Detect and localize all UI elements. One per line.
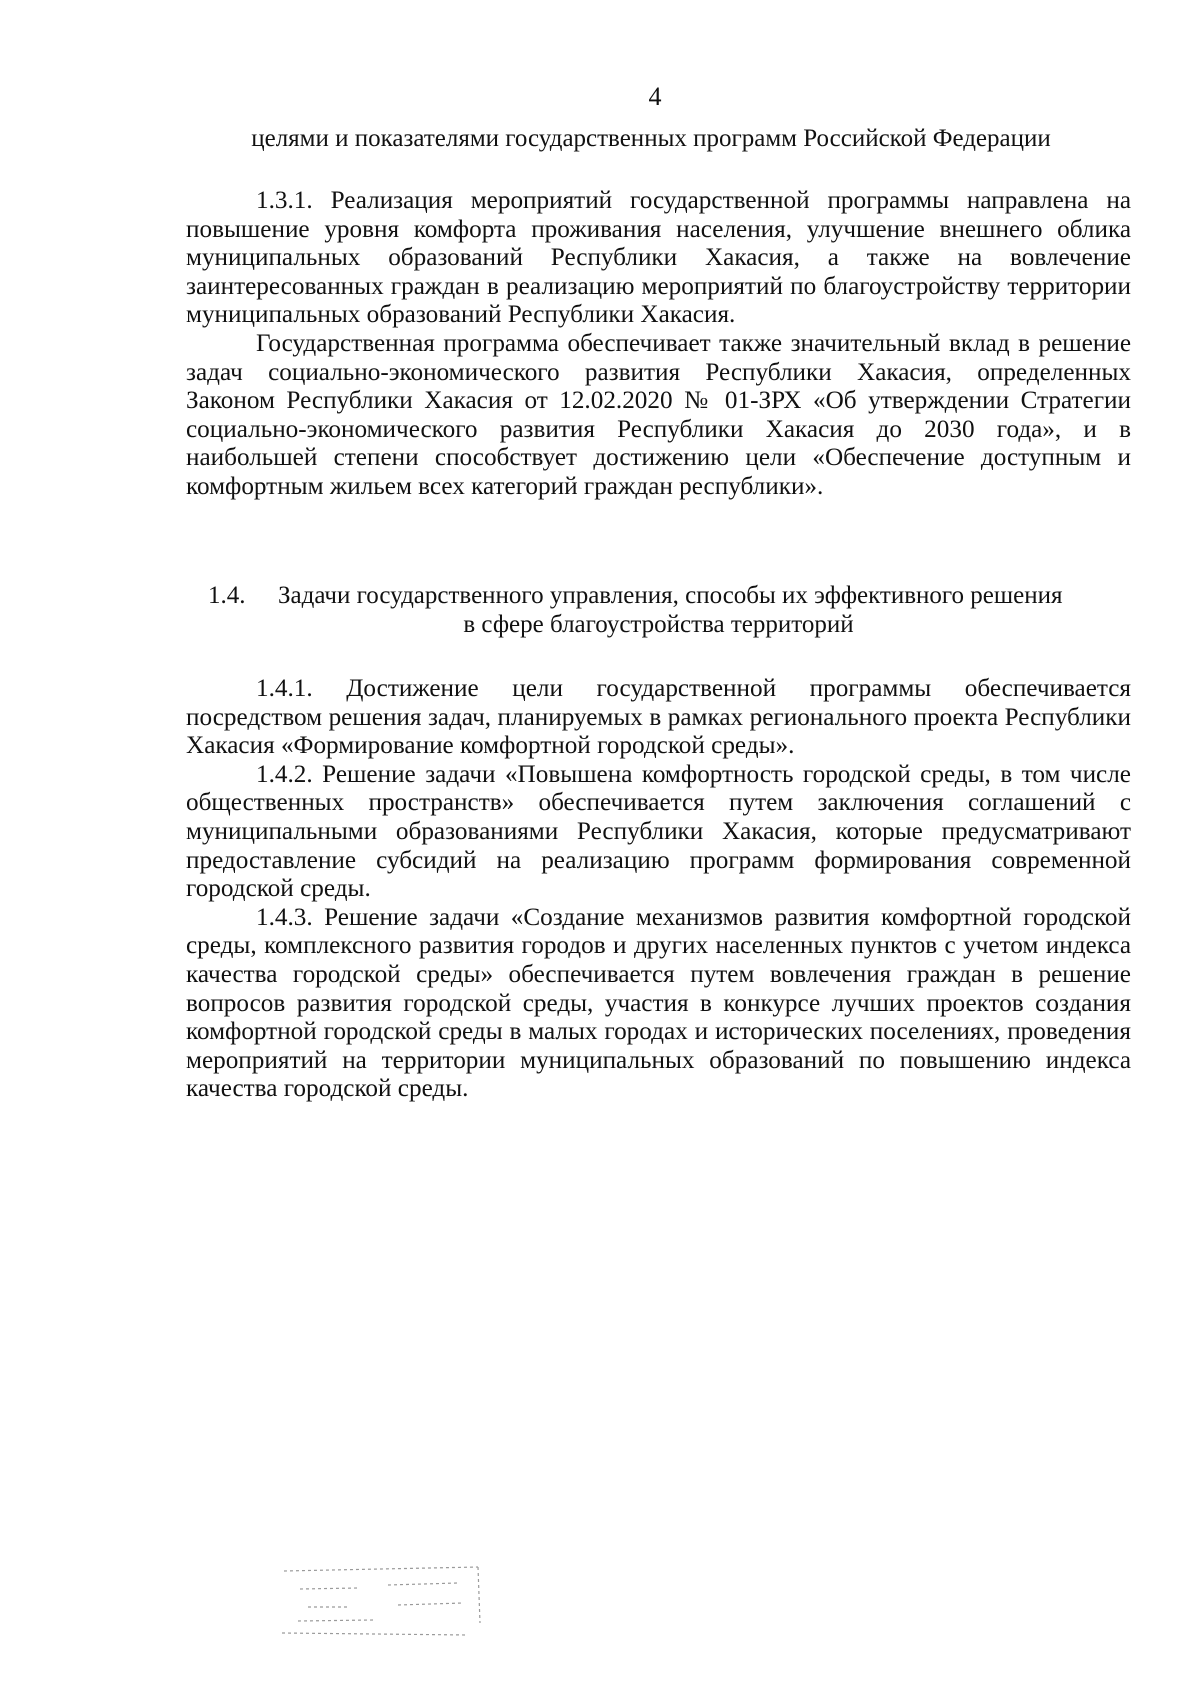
section-title-line-2: в сфере благоустройства территорий <box>463 610 854 638</box>
faded-stamp-mark <box>278 1563 488 1641</box>
section-1-4-body <box>186 675 1131 1104</box>
section-1-3-body <box>186 187 1131 502</box>
section-title-line-1: Задачи государственного управления, способы их эффективного решения <box>278 582 1063 609</box>
paragraph-1-3-1: 1.3.1. Реализация мероприятий государственной программы направлена на повышение уровня комфорта проживания населения, улучшение внешнего облика муниципальных образований Республики Хакасия, а также на вовлечение заинтересованных граждан в реализацию мероприятий по благоустройству территории муниципальных образований Республики Хакасия. <box>186 187 1131 329</box>
paragraph-1-4-2: 1.4.2. Решение задачи «Повышена комфортность городской среды, в том числе общественных пространств» обеспечивается путем заключения соглашений с муниципальными образованиями Республики Хакасия, которые предусматривают предоставление субсидий на реализацию программ формирования современной городской среды. <box>186 760 1131 903</box>
paragraph-state-program-contribution: Государственная программа обеспечивает также значительный вклад в решение задач социально-экономического развития Республики Хакасия, определенных Законом Республики Хакасия от 12.02.2020 № 01-ЗРХ «Об утверждении Стратегии социально-экономического развития Республики Хакасия до 2030 года», и в наибольшей степени способствует достижению цели «Обеспечение доступным и комфортным жильем всех категорий граждан республики». <box>186 329 1131 500</box>
continued-header-line: целями и показателями государственных программ Российской Федерации <box>251 125 1051 152</box>
paragraph-1-4-3: 1.4.3. Решение задачи «Создание механизмов развития комфортной городской среды, комплексного развития городов и других населенных пунктов с учетом индекса качества городской среды» обеспечивается путем вовлечения граждан в решение вопросов развития городской среды, участия в конкурсе лучших проектов создания комфортной городской среды в малых городах и исторических поселениях, проведения мероприятий на территории муниципальных образований по повышению индекса качества городской среды. <box>186 903 1131 1103</box>
paragraph-1-4-1: 1.4.1. Достижение цели государственной программы обеспечивается посредством решения задач, планируемых в рамках регионального проекта Республики Хакасия «Формирование комфортной городской среды». <box>186 675 1131 760</box>
page-number: 4 <box>648 82 662 111</box>
section-number: 1.4. <box>208 582 246 609</box>
